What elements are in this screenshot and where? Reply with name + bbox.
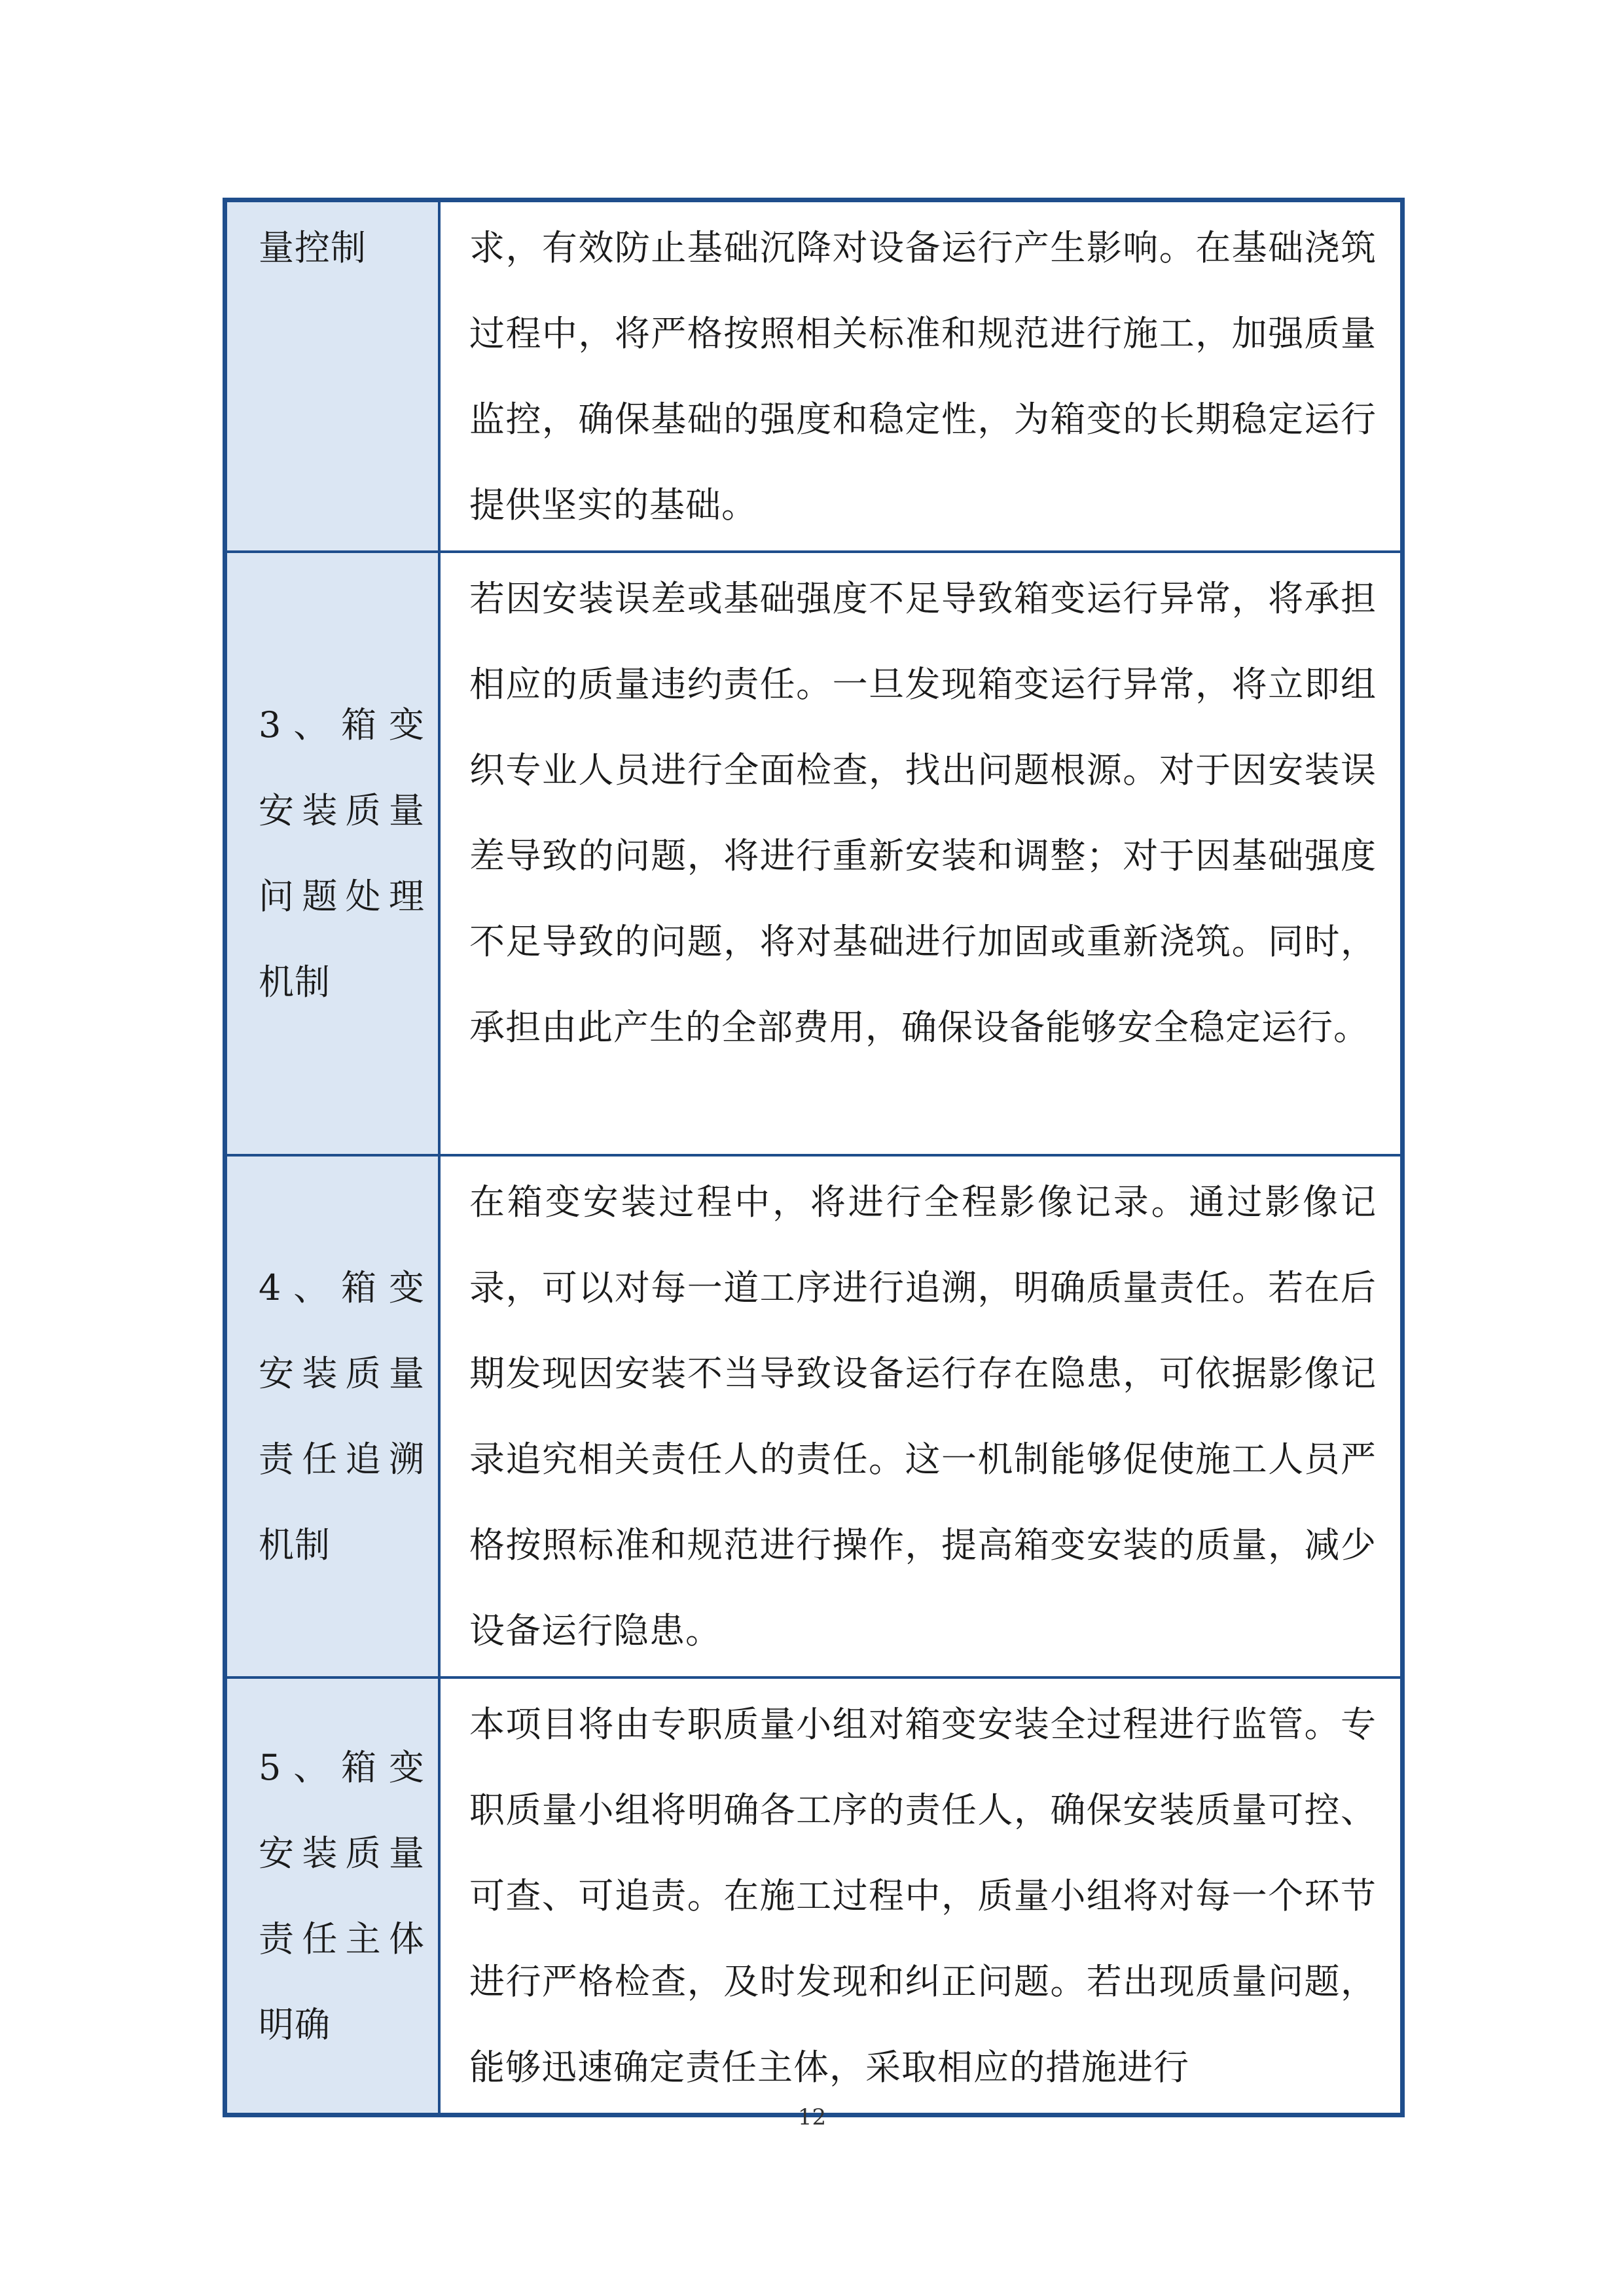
row-content: 在箱变安装过程中，将进行全程影像记录。通过影像记录，可以对每一道工序进行追溯，明确质量责任。若在后期发现因安装不当导致设备运行存在隐患，可依据影像记录追究相关责任人的责任。这一机制能够促使施工人员严格按照标准和规范进行操作，提高箱变安装的质量，减少设备运行隐患。 [469,1181,1377,1651]
quality-responsibility-table [223,198,1405,2117]
row-content-cell [439,552,1403,1155]
row-content-cell [439,200,1403,552]
row-label-cell [225,1155,440,1677]
row-content: 求，有效防止基础沉降对设备运行产生影响。在基础浇筑过程中，将严格按照相关标准和规范进行施工，加强质量监控，确保基础的强度和稳定性，为箱变的长期稳定运行提供坚实的基础。 [469,227,1377,526]
table-row [225,552,1403,1155]
table-row [225,1677,1403,2115]
row-label-cell [225,1677,440,2115]
table-row [225,1155,1403,1677]
row-content: 若因安装误差或基础强度不足导致箱变运行异常，将承担相应的质量违约责任。一旦发现箱变运行异常，将立即组织专业人员进行全面检查，找出问题根源。对于因安装误差导致的问题，将进行重新安装和调整；对于因基础强度不足导致的问题，将对基础进行加固或重新浇筑。同时，承担由此产生的全部费用，确保设备能够安全稳定运行。 [469,578,1377,1048]
page-number: 12 [797,2104,827,2130]
row-label: 3、箱变安装质量问题处理机制 [259,704,425,1003]
row-label-cell [225,552,440,1155]
row-label-cell [225,200,440,552]
row-label: 5、箱变安装质量责任主体明确 [259,1746,425,2045]
row-label: 量控制 [259,227,367,268]
row-content: 本项目将由专职质量小组对箱变安装全过程进行监管。专职质量小组将明确各工序的责任人，确保安装质量可控、可查、可追责。在施工过程中，质量小组将对每一个环节进行严格检查，及时发现和纠正问题。若出现质量问题，能够迅速确定责任主体，采取相应的措施进行 [469,1704,1377,2088]
row-content-cell [439,1155,1403,1677]
row-label: 4、箱变安装质量责任追溯机制 [259,1267,425,1566]
row-content-cell [439,1677,1403,2115]
table-row [225,200,1403,552]
